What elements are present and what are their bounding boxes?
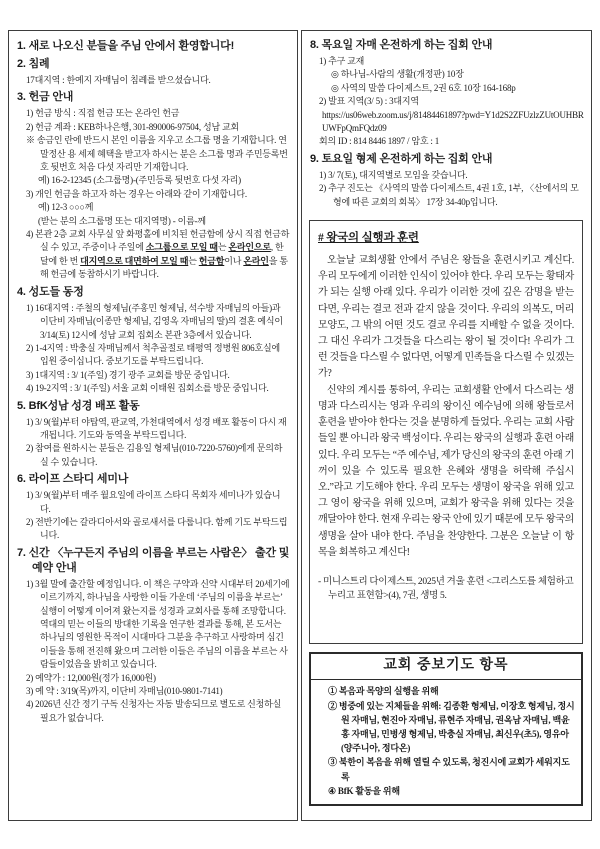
text-segment: 이나: [224, 255, 244, 266]
text-line: [15, 228, 290, 282]
emphasized-text: 소그룹으로 모일 때: [145, 242, 218, 253]
text-segment: 4) 2026년 신간 정기 구독 신청자는 자동 발송되므로 별도로 신청하실 필요가 없습니다.: [26, 699, 282, 723]
text-line: [15, 489, 290, 516]
section-welcome: [15, 39, 290, 54]
intercession-item: ④ BfK 활동을 위해: [328, 785, 400, 796]
section-heading-new-book: 7. 신간 〈누구든지 주님의 이름을 부르는 사람은〉 출간 및 예약 안내: [17, 546, 290, 574]
text-segment: 3) 예 약 : 3/19(목)까지, 이단비 자매님(010-9801-7141): [26, 686, 223, 697]
emphasized-text: 온라인으로: [228, 242, 271, 253]
section-baptism: [15, 57, 290, 87]
text-segment: , 한 달에 한 번: [40, 242, 284, 266]
text-segment: 17대지역 : 한예지 자매님이 침례를 받으셨습니다.: [26, 75, 211, 85]
text-line: [308, 68, 584, 81]
text-line: [15, 121, 290, 134]
text-segment: 2) 예약가 : 12,000원(정가 16,000원): [26, 672, 156, 683]
text-line: [15, 416, 290, 443]
text-line: [308, 82, 584, 95]
text-segment: ◎ 사역의 말씀 다이제스트, 2권 6호 10장 164-168p: [331, 82, 516, 93]
right-column: [301, 30, 592, 821]
emphasized-text: 온라인: [243, 255, 269, 266]
text-line: [15, 685, 290, 698]
section-heading-thursday-meeting: 8. 목요일 자매 온전하게 하는 집회 안내: [310, 39, 493, 51]
section-heading-offering: 3. 헌금 안내: [17, 91, 74, 104]
text-segment: ◎ 하나님-사람의 생활(개정판) 10장: [331, 69, 464, 80]
text-line: [308, 95, 584, 108]
kingdom-article-title: # 왕국의 실행과 훈련: [318, 232, 419, 245]
text-segment: 을 통해 헌금에 동참하시기 바랍니다.: [40, 255, 288, 280]
section-heading-life-study: 6. 라이프 스타디 세미나: [17, 473, 129, 486]
text-line: [15, 342, 290, 369]
kingdom-article-source: - 미니스트리 다이제스트, 2025년 겨울 훈련 <그리스도를 체험하고 누리고 표현함>(4), 7권, 생명 5.: [318, 576, 574, 601]
section-heading-bfk-bible: 5. BfK성남 성경 배포 활동: [17, 399, 140, 412]
intercession-box-title: 교회 중보기도 항목: [311, 654, 581, 680]
text-line: [15, 672, 290, 685]
text-segment: 1) 3월 말에 출간할 예정입니다. 이 책은 구약과 신약 시대부터 20세기에 이르기까지, 하나님을 사랑한 이들 가운데 ‘주님의 이름을 부르는’ 실행이 어떻게 이어져 왔는지를 성경과 교회사를 통해 조망합니다. 역대의 믿는 이들의 방대한 기록을 연구한 결과를 통해, 본 도서는 하나님의 영원한 목적이 시대마다 그분을 추구하고 사랑하며 심긴 이들을 통해 전진해 왔으며 그러한 이들은 주님의 이름을 부르는 사람들이었음을 밝히고 있습니다.: [26, 578, 290, 670]
section-saturday-meeting: [308, 152, 584, 209]
text-segment: 예) 16-2-12345 (소그룹명)-(주민등록 뒷번호 다섯 자리): [38, 175, 241, 186]
section-bfk-bible: [15, 399, 290, 470]
text-segment: 2) 전반기에는 갈라디아서와 골로새서를 다룹니다. 함께 기도 부탁드립니다.: [26, 516, 288, 541]
text-line: [15, 215, 290, 228]
section-life-study: [15, 472, 290, 543]
section-thursday-meeting: [308, 38, 584, 149]
text-line: [15, 188, 290, 201]
text-line: [15, 578, 290, 672]
text-segment: 예) 12-3 ○○○께: [38, 202, 94, 213]
section-heading-welcome: 1. 새로 나오신 분들을 주님 안에서 환영합니다!: [17, 40, 235, 52]
section-heading-baptism: 2. 침례: [17, 58, 50, 70]
text-line: [15, 74, 290, 87]
text-segment: 2) 발표 지역(3/ 5) : 3대지역: [319, 96, 419, 107]
section-heading-saints-news: 4. 성도들 동정: [17, 285, 84, 298]
text-segment: 는: [188, 255, 199, 266]
intercession-items: [311, 680, 581, 804]
text-line: [15, 107, 290, 120]
text-segment: 회의 ID : 814 8446 1897 / 암호 : 1: [319, 136, 440, 147]
kingdom-article-paragraph: 오늘날 교회생활 안에서 주님은 왕들을 훈련시키고 계신다. 우리 모두에게 이러한 인식이 있어야 한다. 우리 모두는 황태자가 되는 실행 아래 있다. 우리가 이러한 것에 깊은 감명을 받는다면, 우리는 결코 전과 같지 않을 것이다. 우리의 의복도, 머리 모양도, 그 밖의 어떤 것도 결코 우리를 지배할 수 없을 것이다. 그 대신 우리가 그것들을 다스리는 왕이 될 것이다! 우리가 그런 것들을 다스릴 수 없다면, 어떻게 민족들을 다스릴 수 있겠는가?: [318, 255, 575, 380]
text-segment: 1) 16대지역 : 주철의 형제님(주홍민 형제님, 석수방 자매님의 아들)과 이단비 자매님(이종만 형제님, 김영옥 자매님의 딸)의 결혼 예식이 3/14(토) 12시에 성남 교회 집회소 본관 3층에서 있습니다.: [26, 302, 283, 340]
text-line: [15, 174, 290, 187]
text-segment: 1) 3/ 7(토), 대지역별로 모임을 갖습니다.: [319, 169, 468, 180]
text-line: [15, 442, 290, 469]
text-segment: ※ 송금인 란에 반드시 본인 이름을 지우고 소그룹 명을 기재합니다. 연말정산 용 세제 혜택을 받고자 하시는 분은 소그룹 명과 주민등록번호 뒷번호 처음 다섯 자리만 기재합니다.: [26, 135, 288, 173]
text-segment: https://us06web.zoom.us/j/81484461897?pwd=Y1d2S2ZFUzlzZUtOUHBRUWFpQmFQdz09: [322, 109, 584, 134]
text-segment: 1) 헌금 방식 : 직접 헌금 또는 온라인 헌금: [26, 108, 180, 119]
text-line: [15, 698, 290, 725]
text-line: [15, 201, 290, 214]
section-saints-news: [15, 285, 290, 396]
kingdom-article-body: [318, 253, 574, 561]
text-segment: 2) 헌금 계좌 : KEB하나은행, 301-890006-97504, 성남 교회: [26, 121, 239, 132]
section-heading-saturday-meeting: 9. 토요일 형제 온전하게 하는 집회 안내: [310, 152, 493, 165]
left-column: [8, 30, 298, 821]
text-line: [15, 369, 290, 382]
intercession-item: ③ 북한이 복음을 위해 열릴 수 있도록, 청진시에 교회가 세워지도록: [328, 757, 570, 782]
text-line: [15, 516, 290, 543]
text-line: [15, 382, 290, 395]
text-segment: 3) 1대지역 : 3/ 1(주일) 경기 광주 교회를 방문 중입니다.: [26, 369, 230, 380]
text-segment: 2) 추구 진도는 《사역의 말씀 다이제스트, 4권 1호, 1부, 〈산에서의 모형에 따른 교회의 회복〉 17장 34-40p입니다.: [319, 183, 579, 207]
text-line: [15, 302, 290, 342]
text-segment: 3) 개인 헌금을 하고자 하는 경우는 아래와 같이 기재합니다.: [26, 188, 247, 199]
text-line: [308, 135, 584, 148]
text-segment: 2) 참여를 원하시는 분들은 김용일 형제님(010-7220-5760)에게 문의하실 수 있습니다.: [26, 443, 283, 467]
intercession-prayer-box: [309, 652, 583, 806]
section-offering: [15, 90, 290, 281]
emphasized-text: 헌금함: [198, 255, 225, 266]
intercession-item: ② 병중에 있는 지체들을 위해: 김종환 형제님, 이장호 형제님, 정시원 자매님, 현진아 자매님, 류현주 자매님, 권옥남 자매님, 백윤홍 자매님, 민병생 형제님, 박충실 자매님, 최신우(초5), 영유아(양주니아, 정다온): [328, 700, 575, 754]
kingdom-practice-article-box: [309, 220, 583, 644]
text-line: [308, 55, 584, 68]
emphasized-text: 대지역으로 대면하여 모일 때: [80, 255, 189, 266]
right-sections: [308, 35, 584, 212]
text-segment: 는: [217, 242, 229, 253]
text-line: [15, 134, 290, 174]
section-new-book: [15, 546, 290, 725]
text-segment: 2) 1-4지역 : 박충실 자매님께서 척추골절로 태평역 정병원 806호실에 입원 중이십니다. 중보기도를 부탁드립니다.: [26, 342, 280, 367]
text-segment: 4) 19-2지역 : 3/ 1(주일) 서울 교회 이태원 집회소를 방문 중입니다.: [26, 383, 269, 394]
text-line: [308, 109, 584, 136]
text-segment: (받는 분의 소그룹명 또는 대지역명) - 이름-께: [38, 215, 206, 226]
text-segment: 1) 추구 교재: [319, 56, 365, 66]
intercession-item: ① 복음과 목양의 실행을 위해: [328, 686, 439, 697]
text-line: [308, 182, 584, 209]
text-segment: 4) 본관 2층 교회 사무실 앞 화평홀에 비치된 헌금함에 상시 직접 헌금하실 수 있고, 주중이나 주일에: [26, 229, 290, 253]
text-line: [308, 169, 584, 182]
text-segment: 1) 3/ 9(월)부터 야탑역, 판교역, 가천대역에서 성경 배포 활동이 다시 재개됩니다. 기도와 동역을 부탁드립니다.: [26, 416, 287, 440]
text-segment: 1) 3/ 9(월)부터 매주 월요일에 라이프 스타디 목회자 세미나가 있습니다.: [26, 490, 281, 514]
kingdom-article-paragraph: 신약의 계시를 통하여, 우리는 교회생활 안에서 다스리는 생명과 다스리시는 영과 우리의 왕이신 예수님에 의해 왕들로서 훈련을 받아야 한다는 것을 분명하게 들었다. 우리는 교회 사람들일 뿐 아니라 왕국 백성이다. 우리는 왕국의 실행과 훈련 아래 있다. 우리 모두는 “주 예수님, 제가 당신의 왕국의 훈련 아래 기꺼이 있을 수 있도록 필요한 은혜와 생명을 허락해 주십시오.”라고 기도해야 한다. 우리 모두는 생명이 왕국을 위해 있고 그 영이 왕국을 위해 있으며, 교회가 왕국을 위해 있다는 것을 깨달아야 한다. 현재 우리는 왕국 안에 있기 때문에 모두 왕국의 생명을 살아 내야 한다. 주님을 찬양한다. 그분은 오늘날 이 항목을 회복하고 계신다!: [318, 384, 575, 558]
